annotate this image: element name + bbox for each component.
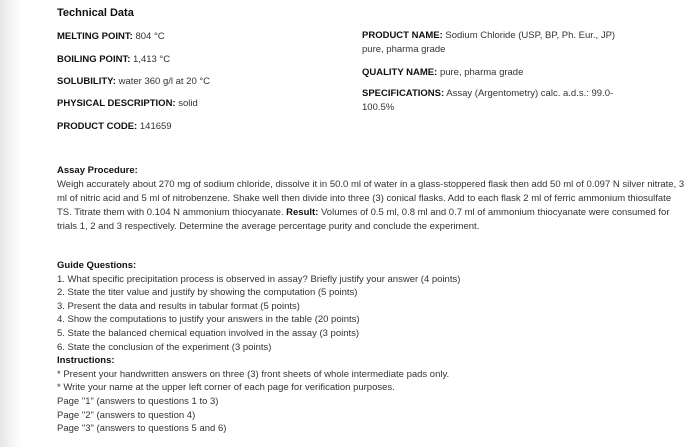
product-code-value: 141659 [139,121,172,132]
instructions-title: Instructions: [57,355,115,367]
melting-point-label: MELTING POINT: [57,31,133,42]
technical-data-heading: Technical Data [57,7,134,19]
product-name-label: PRODUCT NAME: [362,30,443,41]
instruction-item: * Write your name at the upper left corner of each page for verification purposes. [57,382,395,394]
result-text: Volumes of 0.5 ml, 0.8 ml and 0.7 ml of ammonium thiocyanate were consumed for trials 1, 2 and 3 respectively. Determine the average percentage purity and conclude the experiment. [57,207,670,233]
question-item: 2. State the titer value and justify by showing the computation (5 points) [57,287,358,299]
solubility-label: SOLUBILITY: [57,76,116,87]
question-item: 4. Show the computations to justify your answers in the table (20 points) [57,314,360,326]
solubility [57,76,210,87]
assay-procedure-section [57,164,687,234]
product-code-label: PRODUCT CODE: [57,121,138,132]
assay-procedure-text [57,178,687,234]
boiling-point [57,54,170,65]
physical-description-label: PHYSICAL DESCRIPTION: [57,98,176,109]
quality-name-label: QUALITY NAME: [362,67,438,78]
guide-questions-title: Guide Questions: [57,260,137,271]
question-item: 3. Present the data and results in tabular format (5 points) [57,300,300,312]
melting-point-value: 804 °C [135,31,165,42]
specifications-value: Assay (Argentometry) calc. a.d.s.: 99.0-100.5% [362,88,614,113]
guide-questions-section [57,259,687,436]
product-code [57,121,172,132]
assay-procedure-title: Assay Procedure: [57,165,138,176]
assay-procedure-body: Weigh accurately about 270 mg of sodium chloride, dissolve it in 50.0 ml of water in a glass-stoppered flask then add 50 ml of 0.097 N silver nitrate, 3 ml of nitric acid and 5 ml of nitrobenzene. Shake well then divide into three (3) conical flasks. Add to each flask 2 ml of ferric ammonium thiosulfate TS. Titrate them with 0.104 N ammonium thiocyanate. [57,179,685,219]
physical-description-value: solid [178,98,198,109]
boiling-point-value: 1,413 °C [133,54,171,65]
specifications [362,87,640,115]
boiling-point-label: BOILING POINT: [57,54,131,65]
instruction-item: Page "1" (answers to questions 1 to 3) [57,395,219,407]
product-name [362,29,632,57]
question-item: 6. State the conclusion of the experiment (3 points) [57,341,272,353]
question-item: 5. State the balanced chemical equation involved in the assay (3 points) [57,327,360,339]
instruction-item: Page "3" (answers to questions 5 and 6) [57,423,227,435]
product-name-value: Sodium Chloride (USP, BP, Ph. Eur., JP) pure, pharma grade [362,30,616,55]
instruction-item: Page "2" (answers to question 4) [57,409,196,421]
specifications-label: SPECIFICATIONS: [362,88,445,99]
quality-name [362,66,647,80]
result-label: Result: [286,207,319,219]
melting-point [57,31,165,42]
question-item: 1. What specific precipitation process is observed in assay? Briefly justify your answer (4 points) [57,273,461,285]
page-edge-shadow [0,0,22,447]
quality-name-value: pure, pharma grade [439,67,524,78]
physical-description [57,98,198,109]
instruction-item: * Present your handwritten answers on three (3) front sheets of whole intermediate pads only. [57,368,450,380]
solubility-value: water 360 g/l at 20 °C [118,76,211,87]
